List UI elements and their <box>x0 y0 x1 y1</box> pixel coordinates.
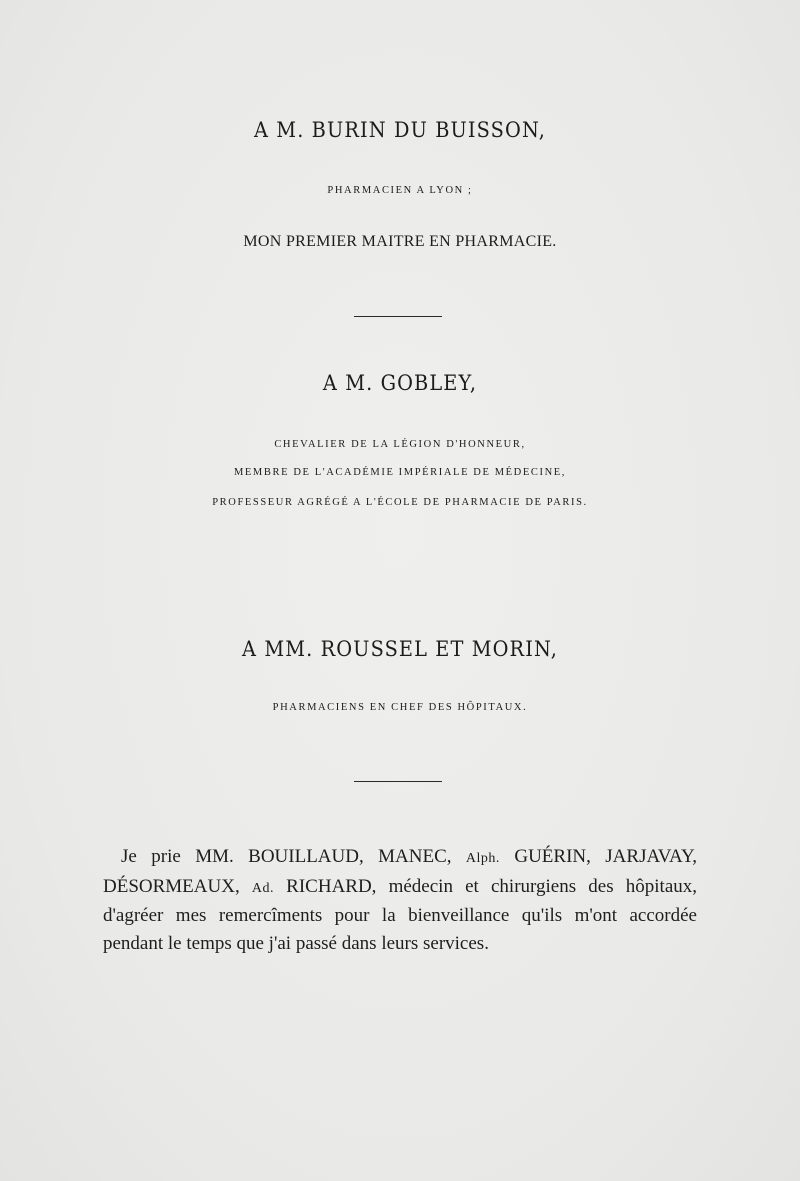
dedication-2-line-1: CHEVALIER DE LA LÉGION D'HONNEUR, <box>274 439 526 450</box>
dedication-1-line: MON PREMIER MAITRE EN PHARMACIE. <box>243 233 557 250</box>
divider-rule-1 <box>354 316 442 317</box>
dedication-1-title: A M. BURIN DU BUISSON, <box>254 118 546 142</box>
dedication-2-title: A M. GOBLEY, <box>322 371 478 395</box>
dedication-3-subtitle: PHARMACIENS EN CHEF DES HÔPITAUX. <box>272 702 528 713</box>
dedication-3-title: A MM. ROUSSEL ET MORIN, <box>242 637 558 661</box>
divider-rule-2 <box>354 781 442 782</box>
acknowledgement-line-1: Je prie MM. BOUILLAUD, MANEC, Alph. GUÉRIN, JARJAVAY, <box>121 846 698 867</box>
dedication-2-line-3: PROFESSEUR AGRÉGÉ A L'ÉCOLE DE PHARMACIE DE PARIS. <box>212 497 588 508</box>
acknowledgement-line-2: DÉSORMEAUX, Ad. RICHARD, médecin et chirurgiens des hôpitaux, <box>103 875 698 897</box>
acknowledgement-line-4: pendant le temps que j'ai passé dans leurs services. <box>103 932 489 954</box>
dedication-2-line-2: MEMBRE DE L'ACADÉMIE IMPÉRIALE DE MÉDECINE, <box>233 467 566 478</box>
dedication-1-subtitle: PHARMACIEN A LYON ; <box>327 185 473 196</box>
acknowledgement-paragraph <box>103 843 697 957</box>
acknowledgement-line-3: d'agréer mes remercîments pour la bienveillance qu'ils m'ont accordée <box>103 905 697 926</box>
